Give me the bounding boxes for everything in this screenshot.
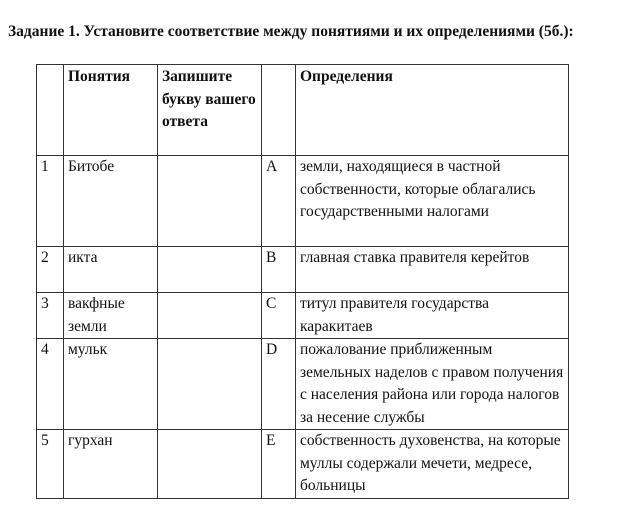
concept-cell: мульк xyxy=(64,339,158,430)
matching-table xyxy=(36,64,569,499)
concept-cell: гурхан xyxy=(64,430,158,499)
row-number: 1 xyxy=(37,156,64,247)
concept-cell: Битобе xyxy=(64,156,158,247)
task-title: Задание 1. Установите соответствие между понятиями и их определениями (5б.): xyxy=(8,23,574,40)
concept-cell: вакфные земли xyxy=(64,293,158,339)
row-number: 3 xyxy=(37,293,64,339)
answer-cell[interactable] xyxy=(158,339,262,430)
header-answer: Запишите букву вашего ответа xyxy=(158,65,262,156)
table-row xyxy=(37,430,569,499)
row-number: 2 xyxy=(37,247,64,293)
table-row xyxy=(37,339,569,430)
table-row xyxy=(37,247,569,293)
header-number xyxy=(37,65,64,156)
table-row xyxy=(37,293,569,339)
definition-letter: D xyxy=(262,339,296,430)
header-letter xyxy=(262,65,296,156)
row-number: 4 xyxy=(37,339,64,430)
answer-cell[interactable] xyxy=(158,247,262,293)
definition-letter: C xyxy=(262,293,296,339)
definition-cell: главная ставка правителя керейтов xyxy=(296,247,569,293)
header-definitions: Определения xyxy=(296,65,569,156)
definition-cell: титул правителя государства каракитаев xyxy=(296,293,569,339)
concept-cell: икта xyxy=(64,247,158,293)
answer-cell[interactable] xyxy=(158,293,262,339)
definition-letter: E xyxy=(262,430,296,499)
definition-cell: земли, находящиеся в частной собственности, которые облагались государственными налогами xyxy=(296,156,569,247)
header-concepts: Понятия xyxy=(64,65,158,156)
definition-cell: собственность духовенства, на которые муллы содержали мечети, медресе, больницы xyxy=(296,430,569,499)
answer-cell[interactable] xyxy=(158,430,262,499)
table-header-row xyxy=(37,65,569,156)
definition-letter: B xyxy=(262,247,296,293)
definition-cell: пожалование приближенным земельных наделов с правом получения с населения района или города налогов за несение службы xyxy=(296,339,569,430)
row-number: 5 xyxy=(37,430,64,499)
definition-letter: A xyxy=(262,156,296,247)
answer-cell[interactable] xyxy=(158,156,262,247)
table-row xyxy=(37,156,569,247)
